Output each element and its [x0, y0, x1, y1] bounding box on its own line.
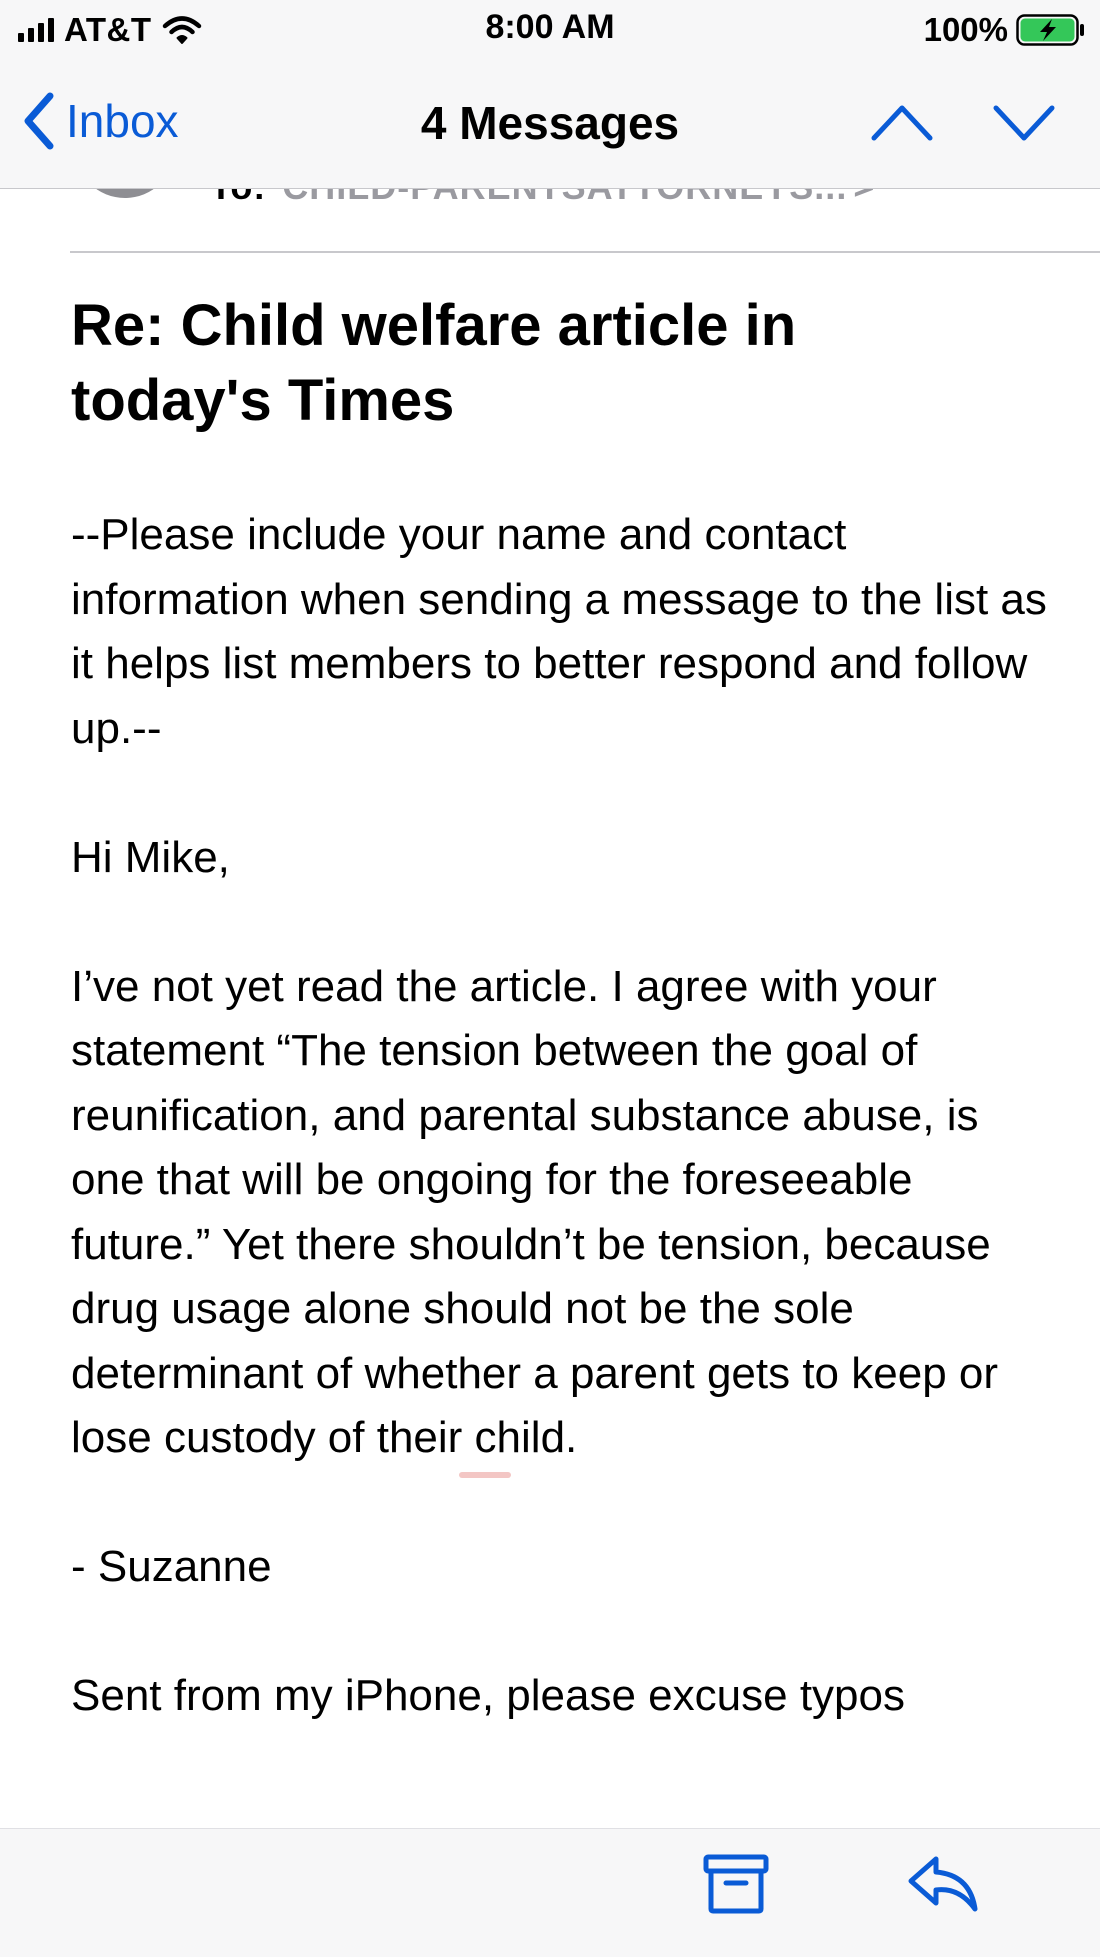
battery-percent: 100% — [923, 11, 1008, 48]
next-message-button[interactable] — [992, 102, 1056, 147]
carrier-label: AT&T — [64, 11, 152, 48]
archive-button[interactable] — [702, 1853, 770, 1920]
status-time: 8:00 AM — [485, 8, 615, 46]
chevron-up-icon — [870, 102, 934, 142]
status-bar — [0, 0, 1100, 60]
previous-message-button[interactable] — [870, 102, 934, 147]
header-divider — [70, 251, 1100, 253]
back-button[interactable] — [22, 92, 179, 150]
archive-icon — [702, 1853, 770, 1915]
body-paragraph-signature: - Suzanne — [71, 1542, 272, 1591]
status-right — [924, 10, 1086, 50]
nav-title: 4 Messages — [420, 97, 680, 149]
chevron-down-icon — [992, 102, 1056, 142]
body-paragraph-disclaimer: --Please include your name and contact information when sending a message to the list as it helps list members to better respond and follow up.-- — [71, 510, 1047, 753]
reply-icon — [906, 1853, 980, 1915]
email-subject: Re: Child welfare article in today's Times — [71, 293, 797, 433]
body-paragraph-footer: Sent from my iPhone, please excuse typos — [71, 1671, 905, 1720]
back-button-label: Inbox — [66, 95, 179, 147]
bottom-toolbar — [0, 1828, 1100, 1957]
navigation-bar — [0, 60, 1100, 189]
body-paragraph-greeting: Hi Mike, — [71, 832, 230, 882]
message-scroll-area[interactable] — [0, 188, 1100, 1828]
email-body — [71, 503, 1061, 1729]
battery-charging-icon — [1016, 14, 1086, 46]
chevron-left-icon — [22, 92, 56, 150]
body-paragraph-main: I’ve not yet read the article. I agree with your statement “The tension between the goal of reunification, and parental substance abuse, is one that will be ongoing for the foreseeable future.” Yet there shouldn’t be tension, because drug usage alone should not be the sole determinant of whether a parent gets to keep or lose custody of their child. — [71, 961, 999, 1462]
reply-button[interactable] — [906, 1853, 980, 1920]
spelling-mark — [459, 1472, 511, 1478]
